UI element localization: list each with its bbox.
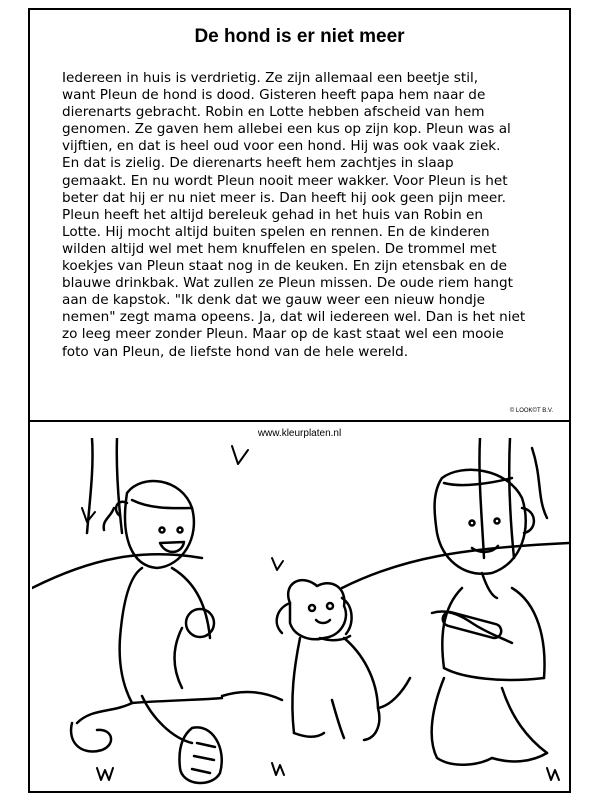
story-line: wilden altijd wel met hem knuffelen en spelen. De trommel met xyxy=(62,240,497,257)
story-line: zo leeg meer zonder Pleun. Maar op de kast staat wel een mooie xyxy=(62,326,504,343)
story-line: Pleun heeft het altijd bereleuk gehad in het huis van Robin en xyxy=(62,206,484,223)
story-line: beter dat hij er nu niet meer is. Dan heeft hij ook geen pijn meer. xyxy=(62,189,506,206)
story-line: vijftien, en dat is heel oud voor een hond. Hij was ook vaak ziek. xyxy=(62,138,501,155)
boy-figure xyxy=(432,470,547,765)
story-line: koekjes van Pleun staat nog in de keuken. En zijn etensbak en de xyxy=(62,258,508,275)
story-line: Lotte. Hij mocht altijd buiten spelen en rennen. En de kinderen xyxy=(62,223,490,240)
story-line: dierenarts gebracht. Robin en Lotte hebben afscheid van hem xyxy=(62,104,485,121)
section-divider xyxy=(30,420,569,422)
website-link[interactable]: www.kleurplaten.nl xyxy=(257,428,342,439)
story-line: aan de kapstok. "Ik denk dat we gauw weer een nieuw hondje xyxy=(62,292,485,309)
story-line: blauwe drinkbak. Wat zullen ze Pleun missen. De oude riem hangt xyxy=(62,275,513,292)
story-line: foto van Pleun, de liefste hond van de hele wereld. xyxy=(62,343,409,360)
story-line: Iedereen in huis is verdrietig. Ze zijn allemaal een beetje stil, xyxy=(62,70,479,86)
girl-figure xyxy=(77,481,282,783)
tree-trunk-right xyxy=(479,438,547,558)
story-line: want Pleun de hond is dood. Gisteren heeft papa hem naar de xyxy=(62,87,486,104)
coloring-illustration xyxy=(32,438,569,790)
tree-trunk-left xyxy=(87,438,122,533)
story-line: genomen. Ze gaven hem allebei een kus op zijn kop. Pleun was al xyxy=(62,121,511,138)
story-text xyxy=(62,70,557,361)
page-title: De hond is er niet meer xyxy=(194,26,405,47)
story-line: En dat is zielig. De dierenarts heeft hem zachtjes in slaap xyxy=(62,155,454,172)
copyright-notice: © LOOK©T B.V. xyxy=(509,408,553,414)
coloring-page xyxy=(28,8,571,793)
dog-leash xyxy=(71,723,111,751)
story-line: nemen" zegt mama opeens. Ja, dat wil iedereen wel. Dan is het niet xyxy=(62,309,526,326)
story-line: gemaakt. En nu wordt Pleun nooit meer wakker. Voor Pleun is het xyxy=(62,172,508,189)
grass-tufts xyxy=(82,446,559,780)
dog-figure xyxy=(277,580,410,740)
